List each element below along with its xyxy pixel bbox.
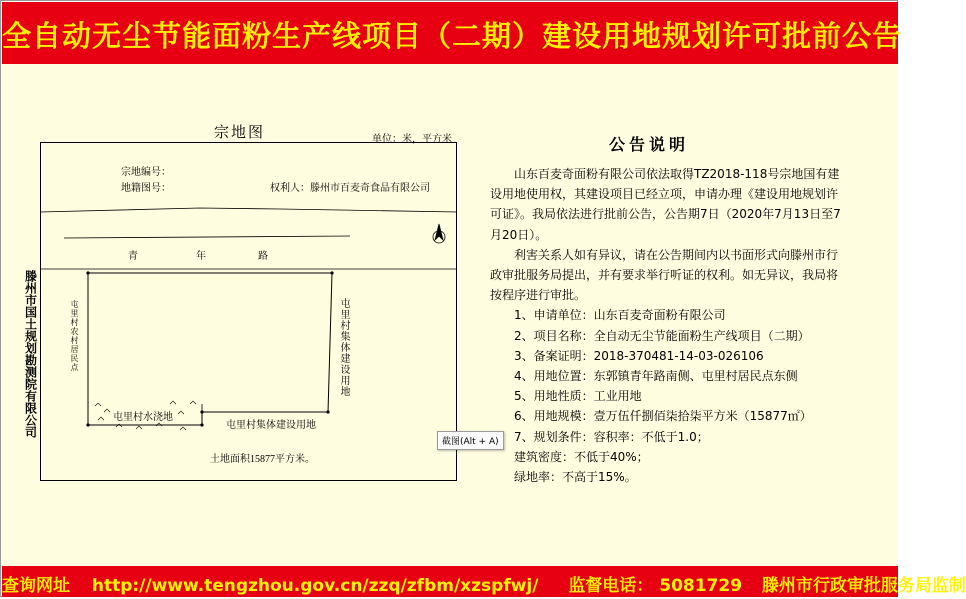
footer-phone: 5081729	[659, 576, 743, 596]
footer-supervisor: 滕州市行政审批服务局监制	[761, 576, 966, 596]
parcel-boundary	[88, 273, 332, 425]
page-title: 全自动无尘节能面粉生产线项目（二期）建设用地规划许可批前公告	[2, 19, 903, 53]
footer-phone-label: 监督电话：	[568, 576, 654, 596]
notice-item-scale: 6、用地规模：壹万伍仟捌佰柒拾柒平方米（15877㎡）	[514, 409, 812, 424]
east-neighbor-label: 屯里村集体建设用地	[338, 298, 349, 397]
land-area-note: 土地面积15877平方米。	[210, 454, 315, 465]
notice-item-applicant: 1、申请单位：山东百麦奇面粉有限公司	[514, 308, 726, 323]
north-arrow-icon	[433, 224, 445, 243]
notice-building-density: 建筑密度：不低于40%；	[514, 449, 649, 464]
pool-label: 屯里村水浇地	[113, 412, 173, 423]
survey-agency-label: 滕州市国土规划勘测院有限公司	[23, 270, 38, 438]
notice-item-project: 2、项目名称：全自动无尘节能面粉生产线项目（二期）	[514, 328, 810, 343]
notice-item-location: 4、用地位置：东郭镇青年路南侧、屯里村居民点东侧	[514, 369, 798, 384]
footer-url-link[interactable]: http://www.tengzhou.gov.cn/zzq/zfbm/xzspfwj/	[91, 576, 539, 596]
map-unit: 单位：米，平方米	[372, 134, 452, 145]
footer-banner	[2, 566, 966, 597]
road-edge-north	[64, 236, 350, 238]
screenshot-tooltip: 截图(Alt + A)	[437, 431, 504, 450]
road-char-3: 路	[258, 251, 268, 262]
header-banner	[2, 2, 903, 64]
footer-url-label: 查询网址	[2, 576, 70, 596]
notice-item-record: 3、备案证明：2018-370481-14-03-026106	[514, 348, 764, 363]
south-neighbor-label: 屯里村集体建设用地	[226, 420, 316, 431]
notice-body	[490, 164, 846, 487]
notice-paragraph-2: 利害关系人如有异议，请在公告期间内以书面形式向滕州市行政审批服务局提出，并有要求举行听证的权利。如无异议，我局将按程序进行审批。	[490, 247, 839, 303]
parcel-number-label: 宗地编号：	[121, 167, 171, 178]
cadastral-map-label: 地籍图号：	[121, 183, 171, 194]
notice-green-ratio: 绿地率：不高于15%。	[514, 470, 637, 485]
road-char-1: 青	[128, 251, 138, 262]
notice-item-land-use: 5、用地性质：工业用地	[514, 389, 642, 404]
boundary-reference-line	[40, 208, 457, 212]
west-neighbor-label: 屯里村农村居民点	[70, 300, 79, 372]
notice-paragraph-1: 山东百麦奇面粉有限公司依法取得TZ2018-118号宗地国有建设用地使用权，其建设项目已经立项，申请办理《建设用地规划许可证》。我局依法进行批前公告，公告期7日（2020年7月13日至7月20日）。	[490, 167, 841, 242]
notice-item-conditions: 7、规划条件：容积率：不低于1.0；	[514, 429, 709, 444]
owner-label: 权利人：滕州市百麦奇食品有限公司	[270, 183, 430, 194]
road-char-2: 年	[196, 251, 206, 262]
map-title: 宗地图	[214, 123, 266, 141]
notice-title: 公告说明	[609, 135, 690, 154]
